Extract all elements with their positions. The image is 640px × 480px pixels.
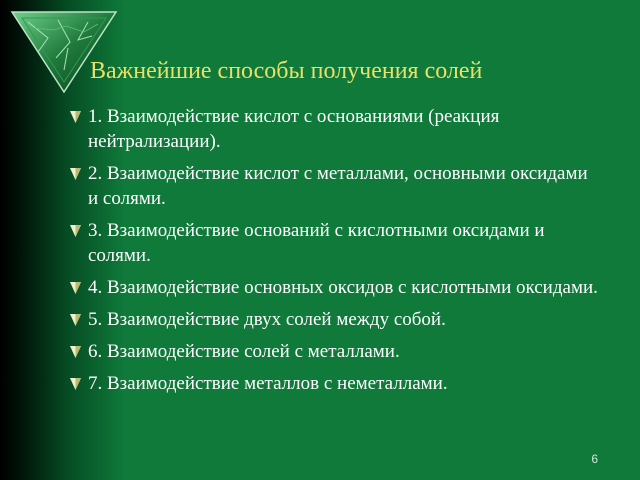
list-item: [70, 371, 598, 396]
triangle-bullet-icon: [70, 346, 81, 358]
slide-title: Важнейшие способы получения солей: [90, 58, 483, 84]
list-item-text: 7. Взаимодействие металлов с неметаллами.: [88, 373, 448, 394]
list-item-text: 6. Взаимодействие солей с металлами.: [88, 341, 400, 362]
list-item-text: 2. Взаимодействие кислот с металлами, основными оксидами и солями.: [88, 163, 588, 209]
triangle-bullet-icon: [70, 282, 81, 294]
list-item: [70, 339, 598, 364]
list-item-text: 4. Взаимодействие основных оксидов с кислотными оксидами.: [88, 277, 598, 298]
triangle-bullet-icon: [70, 168, 81, 180]
list-item-text: 5. Взаимодействие двух солей между собой.: [88, 309, 446, 330]
triangle-bullet-icon: [70, 111, 81, 123]
triangle-bullet-icon: [70, 225, 81, 237]
list-item-text: 1. Взаимодействие кислот с основаниями (реакция нейтрализации).: [88, 106, 500, 152]
page-number: 6: [591, 452, 598, 466]
list-item-text: 3. Взаимодействие оснований с кислотными оксидами и солями.: [88, 220, 545, 266]
list-item: [70, 218, 598, 268]
triangle-bullet-icon: [70, 314, 81, 326]
list-item: [70, 161, 598, 211]
list-item: [70, 275, 598, 300]
triangle-bullet-icon: [70, 378, 81, 390]
list-item: [70, 104, 598, 154]
list-item: [70, 307, 598, 332]
bullet-list: [70, 104, 598, 403]
